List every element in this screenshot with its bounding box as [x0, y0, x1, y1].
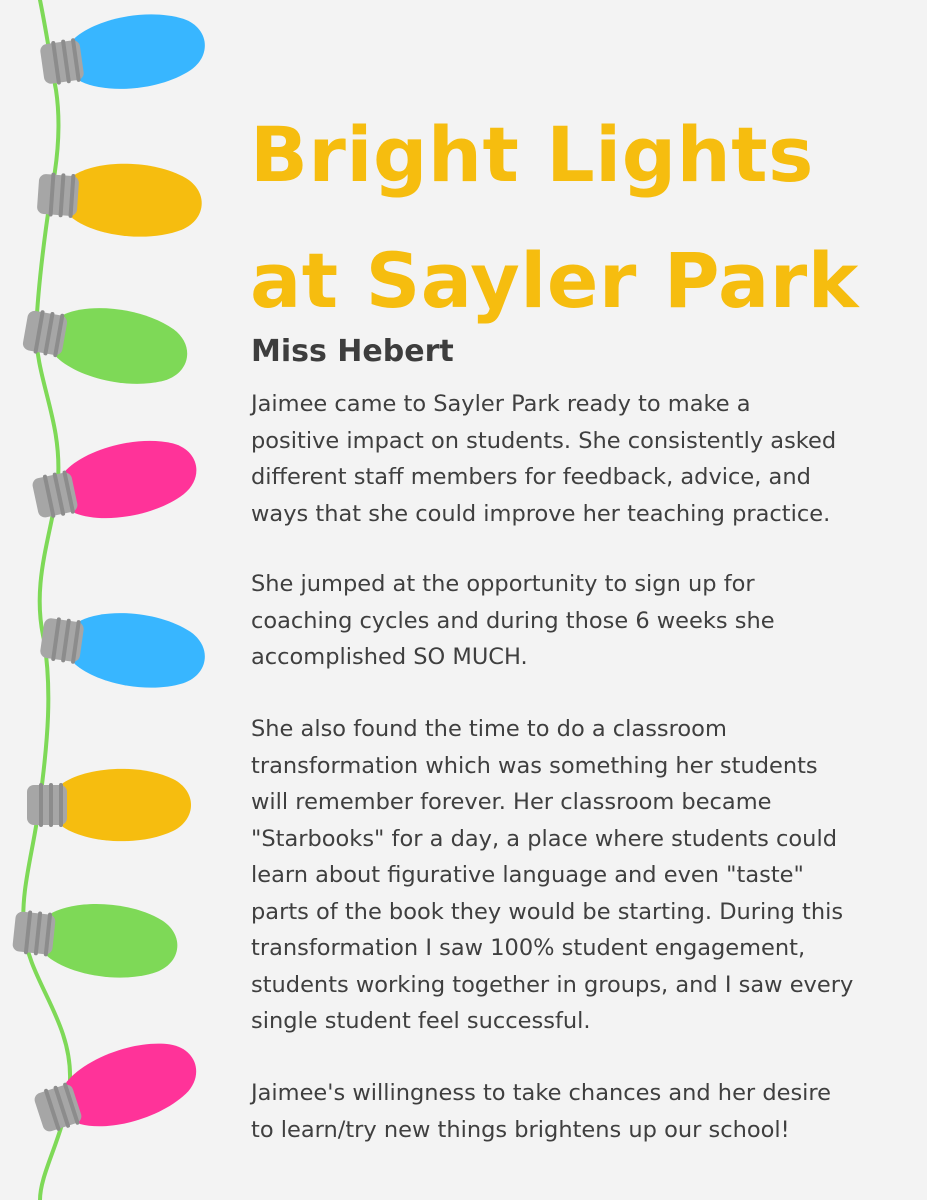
light-bulb-icon [27, 769, 191, 841]
title-line-1: Bright Lights [250, 110, 814, 199]
text-line: students working together in groups, and I saw every [251, 971, 854, 998]
light-bulb-icon [36, 158, 205, 242]
bulb-glass [68, 6, 209, 96]
bulb-glass [59, 430, 204, 528]
title-line-2: at Sayler Park [250, 236, 859, 325]
text-line: positive impact on students. She consistently asked [251, 427, 837, 454]
teacher-name: Miss Hebert [251, 334, 454, 369]
light-bulb-icon [28, 1029, 206, 1149]
light-bulb-icon [28, 430, 203, 535]
text-line: She jumped at the opportunity to sign up for [251, 571, 755, 597]
text-line: Jaimee's willingness to take chances and her desire [251, 1080, 832, 1106]
text-line: single student feel successful. [251, 1008, 591, 1034]
text-line: Jaimee came to Sayler Park ready to make a [251, 391, 751, 417]
text-line: accomplished SO MUCH. [251, 644, 528, 670]
paragraph-1 [251, 386, 836, 532]
bulb-glass [50, 299, 193, 393]
bulb-glass [42, 898, 181, 984]
string-lights-decoration [0, 0, 210, 1200]
text-line: transformation which was something her students [251, 752, 818, 779]
text-line: "Starbooks" for a day, a place where students could [251, 825, 837, 852]
text-line: will remember forever. Her classroom became [251, 789, 772, 815]
paragraph-4 [251, 1075, 831, 1148]
bulb-base-ridge [39, 783, 43, 827]
bulb-glass [67, 160, 204, 241]
text-line: transformation I saw 100% student engagement, [251, 935, 806, 961]
text-line: learn about figurative language and even "taste" [251, 862, 804, 888]
bulb-base-ridge [49, 783, 53, 827]
light-bulb-icon [19, 294, 193, 394]
bulb-glass [68, 606, 209, 696]
light-bulb-icon [37, 601, 209, 695]
text-line: coaching cycles and during those 6 weeks she [251, 607, 775, 634]
light-bulb-icon [37, 6, 209, 100]
text-line: to learn/try new things brightens up our school! [251, 1116, 790, 1143]
bulb-base-ridge [59, 783, 63, 827]
page-title [250, 92, 910, 344]
text-line: different staff members for feedback, advice, and [251, 464, 811, 490]
bulb-glass [59, 769, 192, 841]
text-line: ways that she could improve her teaching practice. [251, 500, 831, 527]
text-line: parts of the book they would be starting. During this [251, 898, 844, 925]
bulb-glass [58, 1029, 206, 1139]
text-line: She also found the time to do a classroom [251, 716, 727, 742]
paragraph-3 [251, 711, 853, 1040]
paragraph-2 [251, 566, 775, 676]
